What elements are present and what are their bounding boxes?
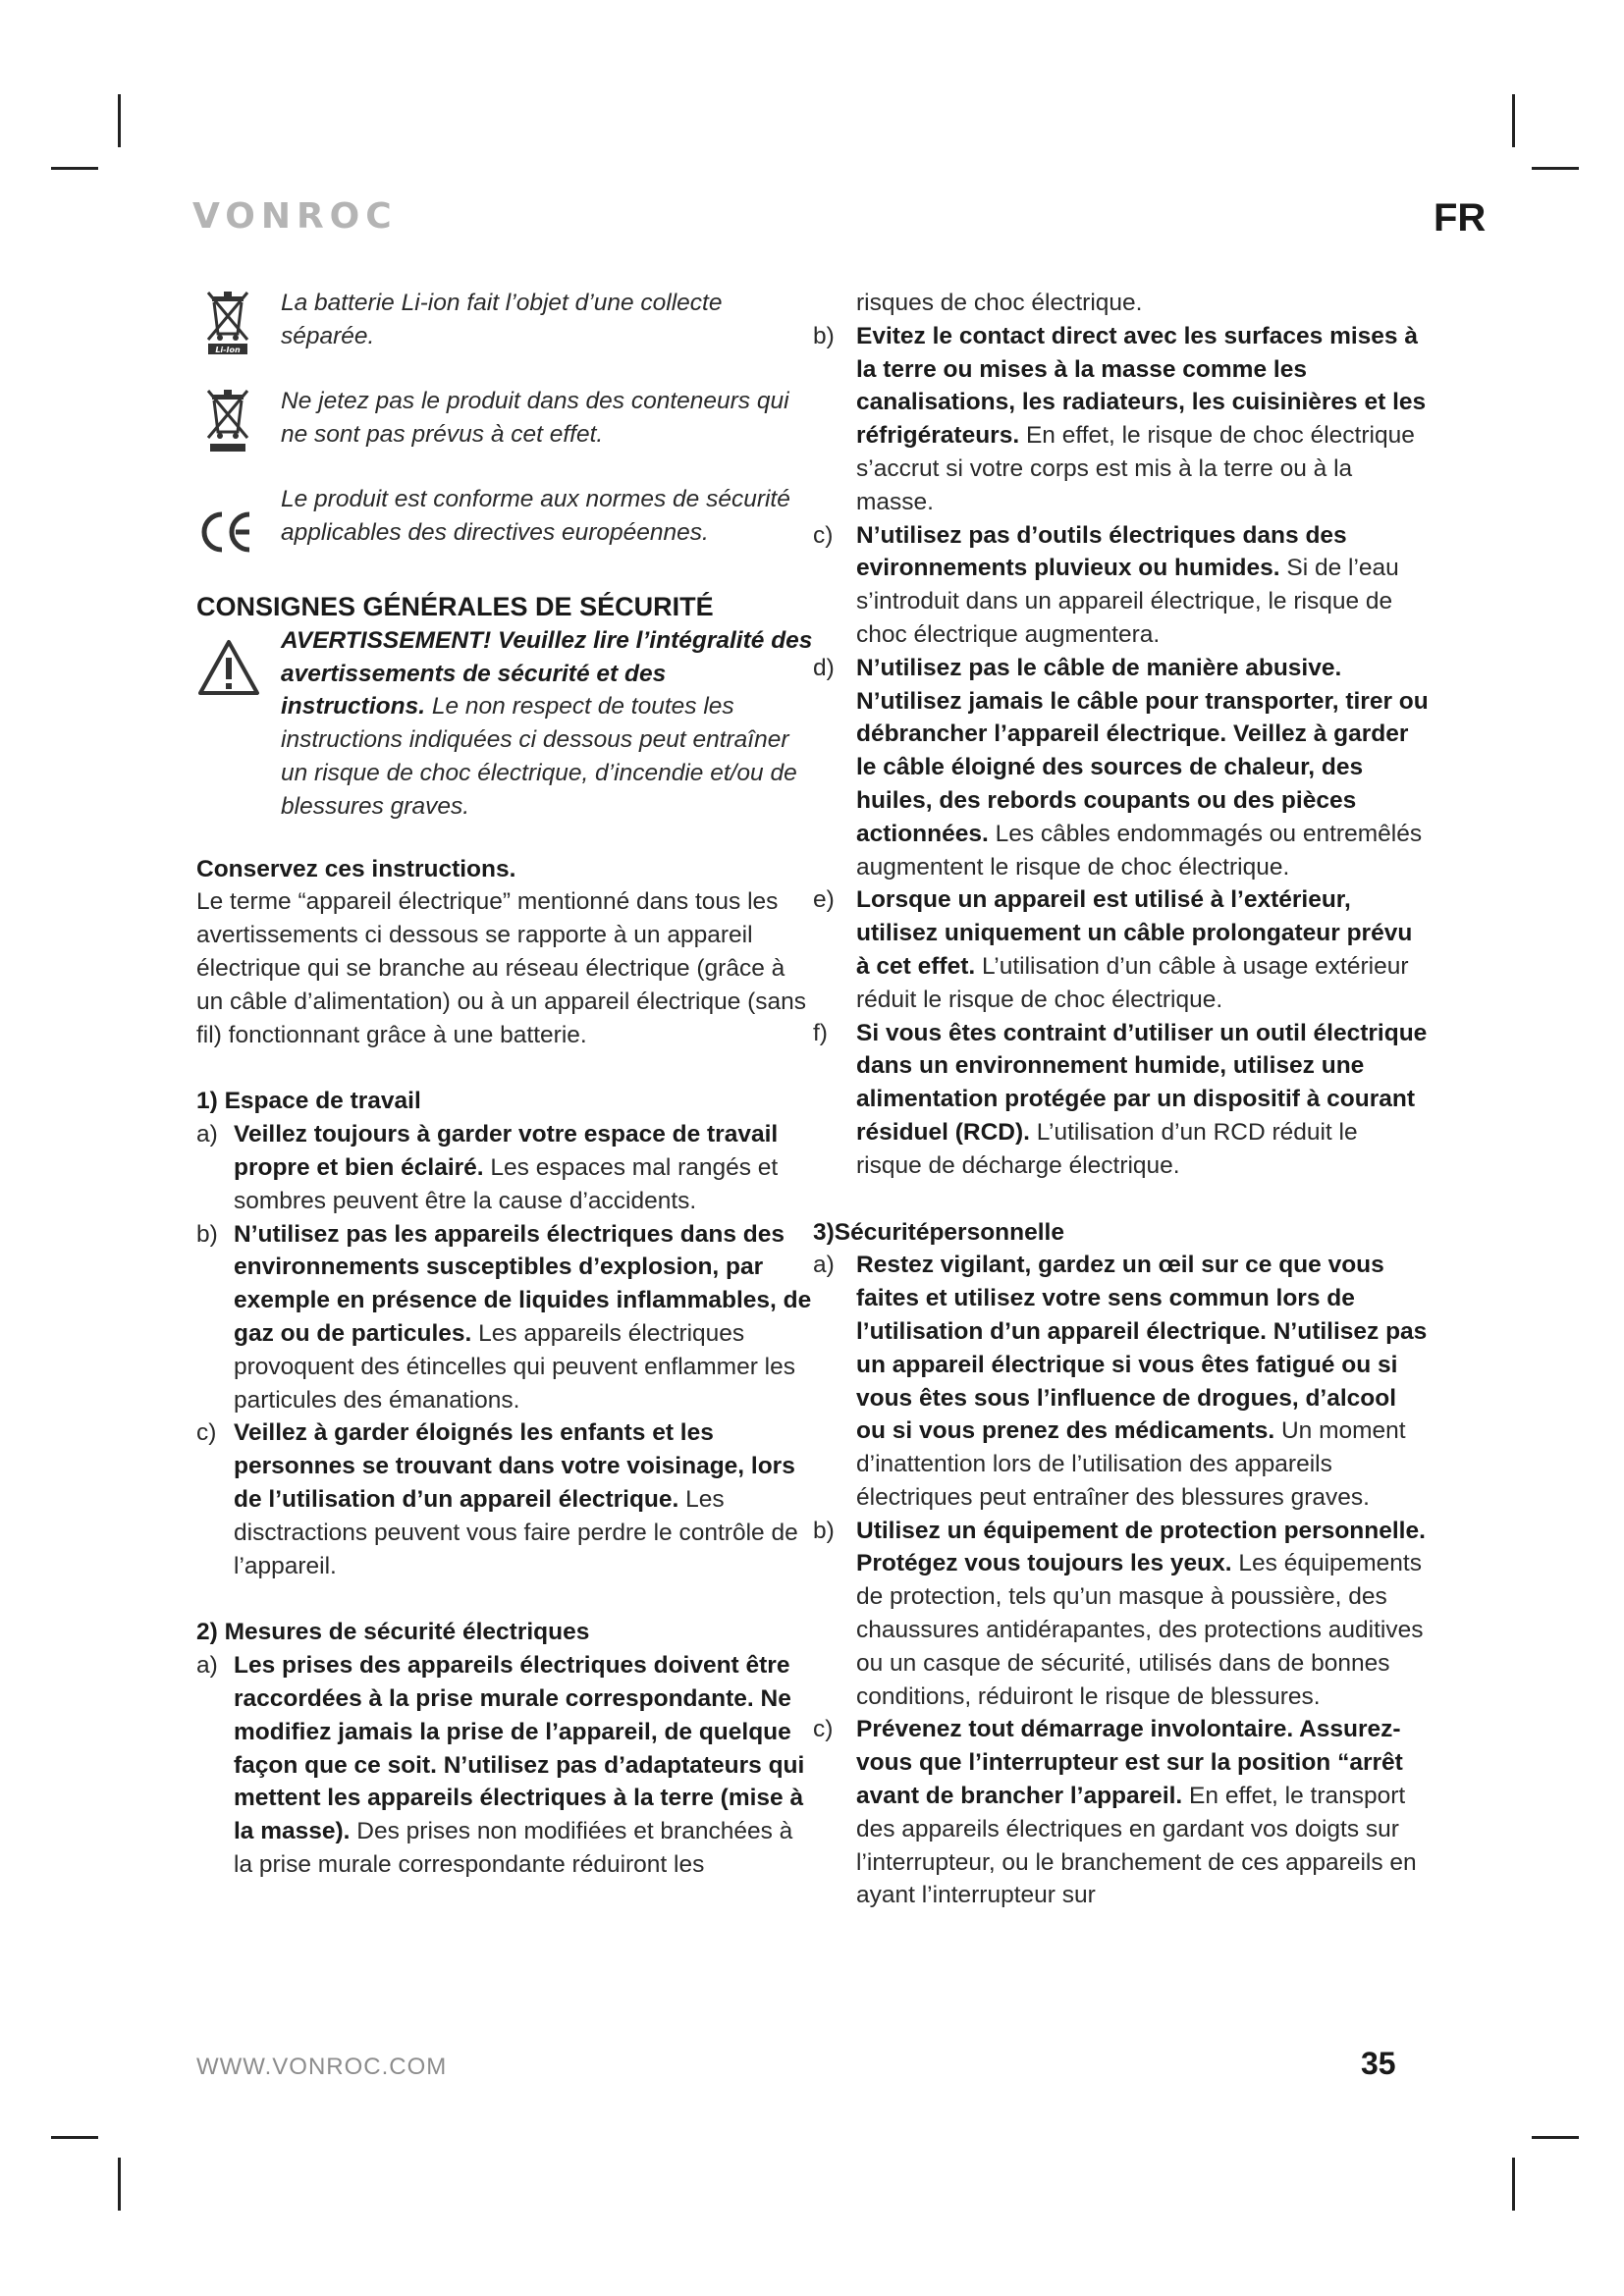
ce-note: Le produit est conforme aux normes de sécurité applicables des directives européennes.	[281, 486, 790, 546]
item-text: Les disctractions peuvent vous faire perdre le contrôle de l’appareil.	[234, 1485, 798, 1579]
disposal-note: Ne jetez pas le produit dans des conteneurs qui ne sont pas prévus à cet effet.	[281, 388, 789, 448]
item-bold: Lorsque un appareil est utilisé à l’extérieur, utilisez uniquement un câble prolongateur prévu à cet effet.	[856, 886, 1413, 980]
item-bold: Veillez à garder éloignés les enfants et les personnes se trouvant dans votre voisinage, lors de l’utilisation d’un appareil électrique.	[234, 1419, 795, 1513]
list-item-continued	[813, 287, 1430, 320]
item-letter: b)	[813, 1517, 835, 1544]
item-letter: a)	[196, 1121, 218, 1148]
item-text: Les câbles endommagés ou entremêlés augmentent le risque de choc électrique.	[856, 820, 1423, 881]
crossed-bin-li-ion-icon	[196, 287, 259, 355]
item-bold: Si vous êtes contraint d’utiliser un outil électrique dans un environnement humide, utilisez une alimentation protégée par un dispositif à courant résiduel (RCD).	[856, 1019, 1428, 1146]
section2-title: 2) Mesures de sécurité électriques	[196, 1619, 590, 1646]
item-text: Les équipements de protection, tels qu’un masque à poussière, des chaussures antidérapantes, des protections auditives ou un casque de sécurité, utilisés dans de bonnes conditions, réduiront le risque de blessures.	[856, 1550, 1424, 1710]
item-text: Des prises non modifiées et branchées à la prise murale correspondante réduiront les	[234, 1818, 793, 1878]
list-item	[813, 1017, 1430, 1183]
item-bold: N’utilisez pas d’outils électriques dans des evironnements pluvieux ou humides.	[856, 521, 1347, 582]
ce-mark-icon	[196, 503, 259, 571]
crop-mark	[1532, 2136, 1579, 2139]
list-item	[196, 1416, 815, 1582]
item-letter: d)	[813, 654, 835, 681]
item-text: Un moment d’inattention lors de l’utilisation des appareils électriques peut entraîner des blessures graves.	[856, 1417, 1406, 1511]
warning-text: Le non respect de toutes les instructions indiquées ci dessous peut entraîner un risque de choc électrique, d’incendie et/ou de blessures graves.	[281, 693, 797, 820]
keep-instructions-title: Conservez ces instructions.	[196, 855, 516, 882]
item-letter: c)	[813, 1716, 834, 1743]
list-item	[813, 1515, 1430, 1714]
item-letter: a)	[196, 1652, 218, 1680]
item-letter: c)	[813, 521, 834, 549]
item-letter: f)	[813, 1019, 828, 1046]
list-item	[813, 652, 1430, 884]
battery-note: La batterie Li-ion fait l’objet d’une collecte séparée.	[281, 290, 723, 349]
language-code: FR	[1434, 196, 1487, 240]
item-text: Les appareils électriques provoquent des étincelles qui peuvent enflammer les particules des émanations.	[234, 1319, 796, 1414]
list-item	[813, 320, 1430, 519]
list-item	[196, 1118, 815, 1217]
keep-instructions-text: Le terme “appareil électrique” mentionné dans tous les avertissements ci dessous se rapporte à un appareil électrique qui se branche au réseau électrique (grâce à un câble d’alimentation) ou à un appareil électrique (sans fil) fonctionnant grâce à une batterie.	[196, 888, 807, 1048]
safety-heading: CONSIGNES GÉNÉRALES DE SÉCURITÉ	[196, 592, 714, 621]
item-letter: a)	[813, 1252, 835, 1279]
item-letter: e)	[813, 886, 835, 914]
crop-mark	[51, 2136, 98, 2139]
brand-logo: VONROC	[192, 196, 398, 237]
symbol-row-ce	[196, 483, 815, 552]
warning-block	[196, 624, 815, 824]
item-text: En effet, le risque de choc électrique s’accrut si votre corps est mis à la terre ou à la masse.	[856, 422, 1415, 515]
section3-title: 3)Sécuritépersonnelle	[813, 1218, 1064, 1246]
item-bold: Evitez le contact direct avec les surfaces mises à la terre ou mises à la masse comme les canalisations, les radiateurs, les cuisinières et les réfrigérateurs.	[856, 322, 1427, 450]
item-text: En effet, le transport des appareils électriques en gardant vos doigts sur l’interrupteur, ou le branchement de ces appareils en ayant l’interrupteur sur	[856, 1783, 1417, 1909]
list-item	[813, 883, 1430, 1016]
footer-url: WWW.VONROC.COM	[196, 2054, 448, 2080]
item-bold: N’utilisez pas le câble de manière abusive. N’utilisez jamais le câble pour transporter, tirer ou débrancher l’appareil électrique. Veillez à garder le câble éloigné des sources de chaleur, des huiles, des rebords coupants ou des pièces actionnées.	[856, 654, 1429, 847]
symbol-row-battery	[196, 287, 815, 355]
item-text: risques de choc électrique.	[856, 290, 1143, 316]
list-item	[813, 1249, 1430, 1514]
page-number: 35	[1361, 2046, 1396, 2081]
crop-mark	[118, 2158, 121, 2211]
warning-triangle-icon	[196, 638, 261, 697]
symbol-row-disposal	[196, 385, 815, 454]
crop-mark	[118, 94, 121, 147]
spacer	[196, 1051, 815, 1085]
item-letter: b)	[813, 322, 835, 349]
item-text: Les espaces mal rangés et sombres peuvent être la cause d’accidents.	[234, 1153, 779, 1214]
list-item	[196, 1649, 815, 1882]
list-item	[813, 519, 1430, 652]
crop-mark	[1532, 167, 1579, 170]
list-item	[813, 1713, 1430, 1912]
item-letter: b)	[196, 1220, 218, 1248]
item-bold: Veillez toujours à garder votre espace de travail propre et bien éclairé.	[234, 1121, 779, 1181]
item-text: L’utilisation d’un RCD réduit le risque de décharge électrique.	[856, 1118, 1358, 1179]
item-bold: Utilisez un équipement de protection personnelle. Protégez vous toujours les yeux.	[856, 1517, 1426, 1577]
right-column	[813, 287, 1430, 1912]
item-letter: c)	[196, 1419, 217, 1447]
left-column	[196, 287, 815, 1882]
item-bold: N’utilisez pas les appareils électriques dans des environnements susceptibles d’explosion, par exemple en présence de liquides inflammables, de gaz ou de particules.	[234, 1220, 812, 1347]
spacer	[813, 1183, 1430, 1216]
spacer	[196, 1582, 815, 1616]
item-bold: Prévenez tout démarrage involontaire. Assurez-vous que l’interrupteur est sur la position “arrêt avant de brancher l’appareil.	[856, 1716, 1403, 1810]
crop-mark	[1512, 94, 1515, 147]
crop-mark	[51, 167, 98, 170]
svg-text:Li-Ion: Li-Ion	[215, 346, 241, 354]
list-item	[196, 1218, 815, 1417]
warning-bold: AVERTISSEMENT! Veuillez lire l’intégralité des avertissements de sécurité et des instructions.	[281, 626, 813, 721]
item-text: Si de l’eau s’introduit dans un appareil électrique, le risque de choc électrique augmentera.	[856, 555, 1399, 648]
section1-title: 1) Espace de travail	[196, 1088, 421, 1115]
crossed-bin-icon	[196, 385, 259, 454]
item-bold: Les prises des appareils électriques doivent être raccordées à la prise murale correspondante. Ne modifiez jamais la prise de l’appareil, de quelque façon que ce soit. N’utilisez pas d’adaptateurs qui mettent les appareils électriques à la terre (mise à la masse).	[234, 1652, 805, 1845]
item-text: L’utilisation d’un câble à usage extérieur réduit le risque de choc électrique.	[856, 952, 1409, 1013]
item-bold: Restez vigilant, gardez un œil sur ce que vous faites et utilisez votre sens commun lors de l’utilisation d’un appareil électrique. N’utilisez pas un appareil électrique si vous êtes fatigué ou si vous êtes sous l’influence de drogues, d’alcool ou si vous prenez des médicaments.	[856, 1252, 1428, 1445]
crop-mark	[1512, 2158, 1515, 2211]
